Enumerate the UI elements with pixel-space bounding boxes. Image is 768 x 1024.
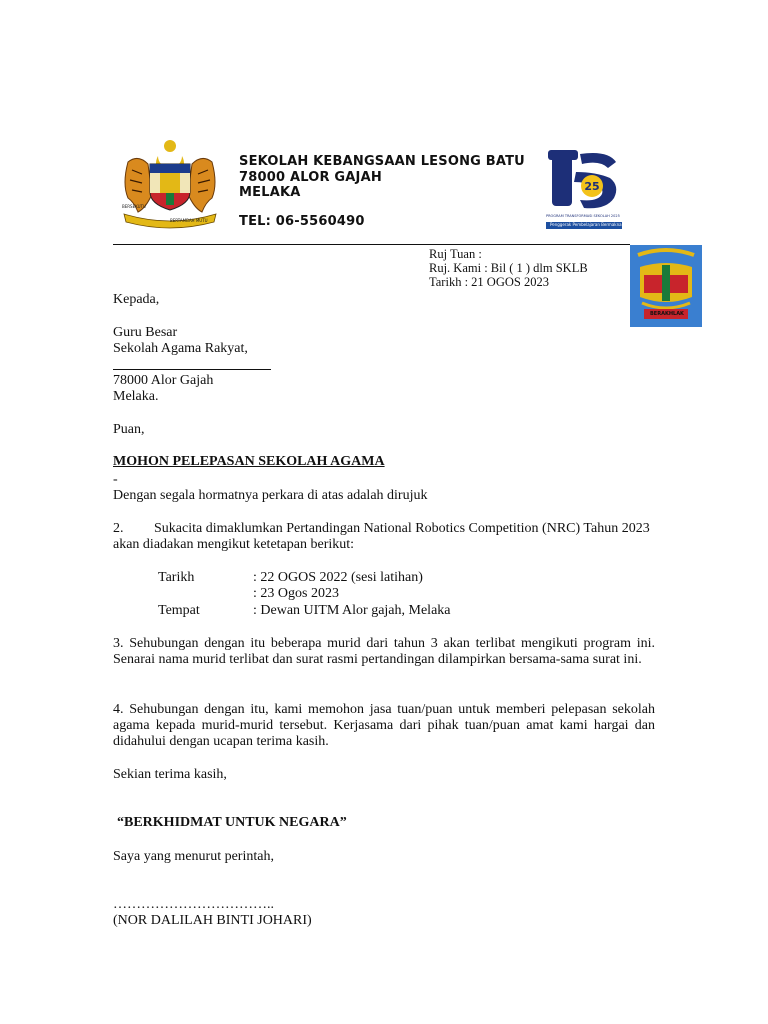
recipient-line-3: 78000 Alor Gajah xyxy=(113,373,214,388)
subject-title: MOHON PELEPASAN SEKOLAH AGAMA xyxy=(113,454,385,469)
ts25-caption-2: Penggerak Pembelajaran Bermakna xyxy=(550,222,622,227)
motto: “BERKHIDMAT UNTUK NEGARA” xyxy=(117,815,347,830)
school-badge-caption: BERAKHLAK xyxy=(650,311,684,317)
recipient-line-1: Guru Besar xyxy=(113,325,178,340)
ruj-kami: Ruj. Kami : Bil ( 1 ) dlm SKLB xyxy=(429,261,588,275)
crest-motto-left: BERSEKUTU xyxy=(122,204,146,209)
para2-line-1: Sukacita dimaklumkan Pertandingan National Robotics Competition (NRC) Tahun 2023 xyxy=(154,521,650,536)
header-divider xyxy=(113,244,630,245)
coat-of-arms-logo xyxy=(114,138,226,230)
detail-tempat-value: : Dewan UITM Alor gajah, Melaka xyxy=(253,603,451,618)
recipient-underline xyxy=(113,369,271,370)
closing-line: Sekian terima kasih, xyxy=(113,767,227,782)
para2-number: 2. xyxy=(113,521,124,536)
recipient-line-4: Melaka. xyxy=(113,389,159,404)
detail-tarikh-value-2: : 23 Ogos 2023 xyxy=(253,586,339,601)
school-tel: TEL: 06-5560490 xyxy=(239,214,365,229)
ruj-tuan: Ruj Tuan : xyxy=(429,247,482,261)
signoff-line: Saya yang menurut perintah, xyxy=(113,849,274,864)
ref-tarikh: Tarikh : 21 OGOS 2023 xyxy=(429,275,549,289)
subject-dash: - xyxy=(113,472,118,487)
detail-tarikh-label: Tarikh xyxy=(158,570,195,585)
para3: 3. Sehubungan dengan itu beberapa murid dari tahun 3 akan terlibat mengikuti program ini. Senarai nama murid terlibat dan surat rasmi pertandingan dilampirkan bersama-sama surat ini. xyxy=(113,636,655,667)
kepada: Kepada, xyxy=(113,292,160,307)
ts25-caption-1: PROGRAM TRANSFORMASI SEKOLAH 2025 xyxy=(546,214,620,218)
signatory-name: (NOR DALILAH BINTI JOHARI) xyxy=(113,913,312,928)
school-address-1: 78000 ALOR GAJAH xyxy=(239,170,382,185)
school-badge-logo xyxy=(630,245,702,327)
signature-dots: …………………………….. xyxy=(113,897,274,912)
ts25-logo xyxy=(546,148,622,230)
salutation: Puan, xyxy=(113,422,145,437)
para2-line-2: akan diadakan mengikut ketetapan berikut: xyxy=(113,537,355,552)
intro-line: Dengan segala hormatnya perkara di atas adalah dirujuk xyxy=(113,488,428,503)
detail-tarikh-value-1: : 22 OGOS 2022 (sesi latihan) xyxy=(253,570,423,585)
para4: 4. Sehubungan dengan itu, kami memohon jasa tuan/puan untuk memberi pelepasan sekolah agama kepada murid-murid tersebut. Kerjasama dari pihak tuan/puan amat kami hargai dan didahului dengan ucapan terima kasih. xyxy=(113,702,655,749)
recipient-line-2: Sekolah Agama Rakyat, xyxy=(113,341,248,356)
detail-tempat-label: Tempat xyxy=(158,603,200,618)
school-name: SEKOLAH KEBANGSAAN LESONG BATU xyxy=(239,154,525,169)
svg-text:25: 25 xyxy=(584,180,600,193)
school-address-2: MELAKA xyxy=(239,185,301,200)
crest-motto-right: BERTAMBAH MUTU xyxy=(170,218,208,223)
coat-of-arms-icon xyxy=(114,138,226,230)
